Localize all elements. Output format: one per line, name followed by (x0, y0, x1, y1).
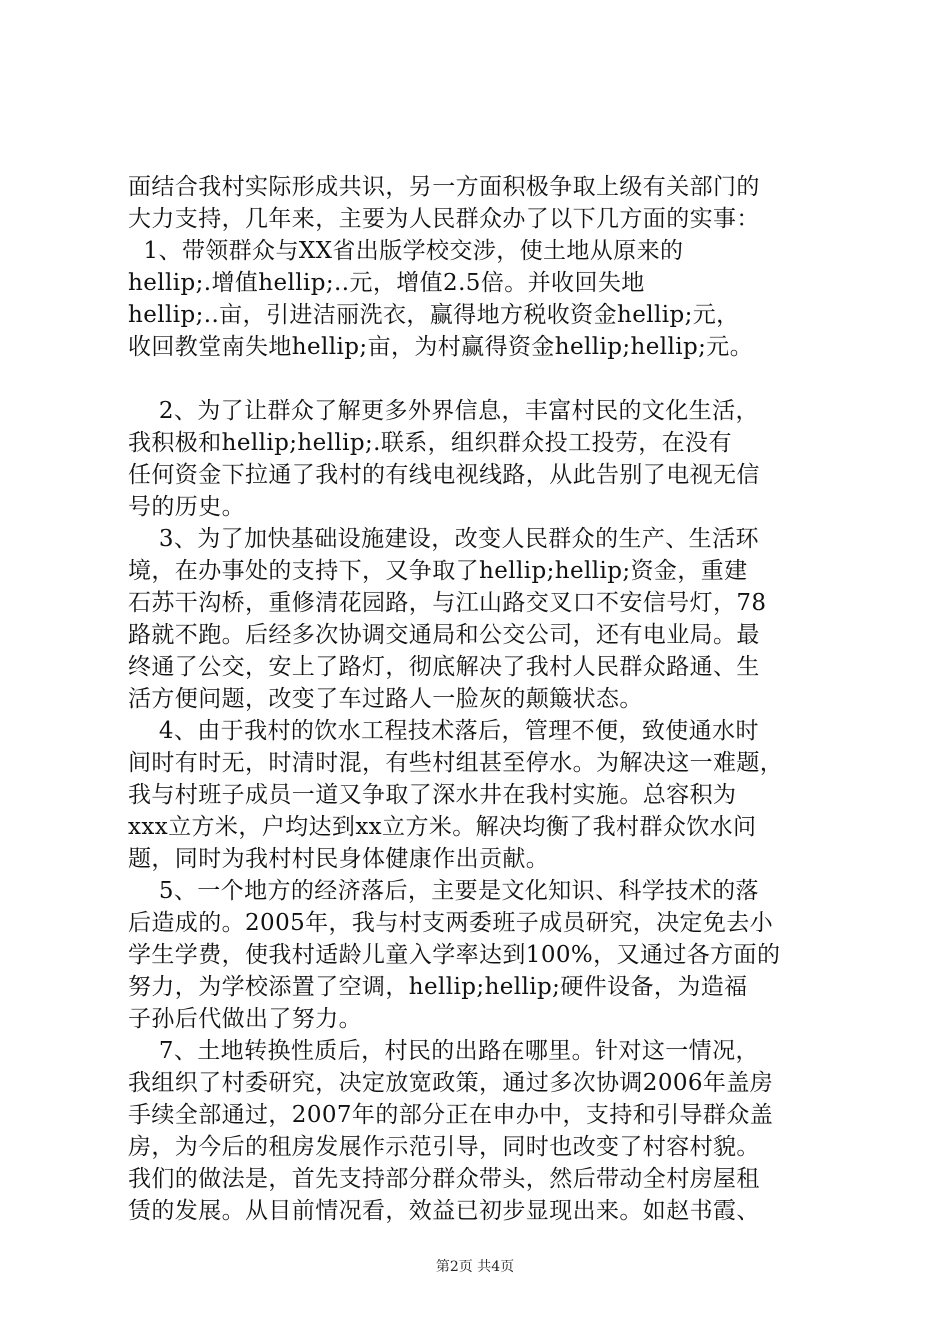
text-line: 终通了公交，安上了路灯，彻底解决了我村人民群众路通、生 (128, 654, 760, 680)
text-line: 房，为今后的租房发展作示范引导，同时也改变了村容村貌。 (128, 1134, 760, 1160)
text-line: 活方便问题，改变了车过路人一脸灰的颠簸状态。 (128, 686, 643, 712)
text-line: 境，在办事处的支持下，又争取了hellip;hellip;资金，重建 (128, 558, 748, 584)
text-line: 1、带领群众与XX省出版学校交涉，使土地从原来的 (128, 238, 684, 264)
text-line: 石苏干沟桥，重修清花园路，与江山路交叉口不安信号灯，78 (128, 590, 767, 616)
text-line: xxx立方米，户均达到xx立方米。解决均衡了我村群众饮水问 (128, 814, 757, 840)
text-line: 赁的发展。从目前情况看，效益已初步显现出来。如赵书霞、 (128, 1198, 760, 1224)
text-line: 手续全部通过，2007年的部分正在申办中，支持和引导群众盖 (128, 1102, 774, 1128)
text-line: 学生学费，使我村适龄儿童入学率达到100%，又通过各方面的 (128, 942, 781, 968)
text-line: 我们的做法是，首先支持部分群众带头，然后带动全村房屋租 (128, 1166, 760, 1192)
text-line: 大力支持，几年来，主要为人民群众办了以下几方面的实事： (128, 206, 760, 232)
text-line: 4、由于我村的饮水工程技术落后，管理不便，致使通水时 (128, 718, 759, 744)
paragraph-gap (128, 363, 828, 395)
text-line: 3、为了加快基础设施建设，改变人民群众的生产、生活环 (128, 526, 759, 552)
text-line: 后造成的。2005年，我与村支两委班子成员研究，决定免去小 (128, 910, 774, 936)
text-line: 5、一个地方的经济落后，主要是文化知识、科学技术的落 (128, 878, 759, 904)
text-line: 收回教堂南失地hellip;亩，为村赢得资金hellip;hellip;元。 (128, 334, 754, 360)
text-line: 任何资金下拉通了我村的有线电视线路，从此告别了电视无信 (128, 462, 760, 488)
text-line: 路就不跑。后经多次协调交通局和公交公司，还有电业局。最 (128, 622, 760, 648)
text-line: 题，同时为我村村民身体健康作出贡献。 (128, 846, 550, 872)
text-line: 子孙后代做出了努力。 (128, 1006, 362, 1032)
text-line: 间时有时无，时清时混，有些村组甚至停水。为解决这一难题， (128, 750, 784, 776)
text-line: hellip;.增值hellip;..元，增值2.5倍。并收回失地 (128, 270, 645, 296)
text-line: 号的历史。 (128, 494, 245, 520)
text-line: 面结合我村实际形成共识，另一方面积极争取上级有关部门的 (128, 174, 760, 200)
page-footer: 第2页 共4页 (435, 1259, 515, 1275)
text-line: 7、土地转换性质后，村民的出路在哪里。针对这一情况， (128, 1038, 759, 1064)
text-line: 我组织了村委研究，决定放宽政策，通过多次协调2006年盖房 (128, 1070, 774, 1096)
text-line: hellip;..亩，引进洁丽洗衣，赢得地方税收资金hellip;元， (128, 302, 740, 328)
text-line: 我与村班子成员一道又争取了深水井在我村实施。总容积为 (128, 782, 737, 808)
text-line: 我积极和hellip;hellip;.联系，组织群众投工投劳，在没有 (128, 430, 732, 456)
text-line: 2、为了让群众了解更多外界信息，丰富村民的文化生活， (128, 398, 759, 424)
text-line: 努力，为学校添置了空调，hellip;hellip;硬件设备，为造福 (128, 974, 748, 1000)
document-body (128, 171, 828, 1227)
